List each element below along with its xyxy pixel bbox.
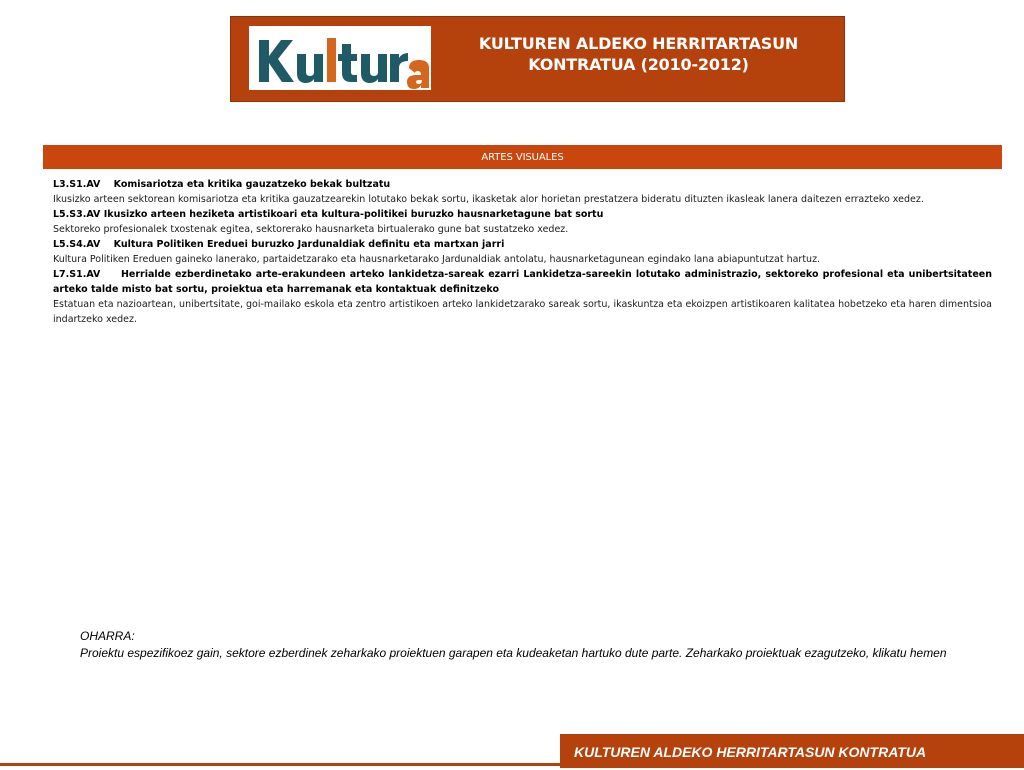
note-block: [80, 628, 960, 662]
list-item: [53, 207, 992, 237]
item-title-text: Herrialde ezberdinetako arte-erakundeen arteko lankidetza-sareak ezarri Lankidetza-sareekin lotutako administrazio, sektoreko profesional eta unibertsitateen arteko talde misto bat sortu, proiektua eta harremanak eta kontaktuak definitzeko: [53, 269, 992, 295]
item-description: Sektoreko profesionalek txostenak egitea, sektorerako hausnarketa birtualerako gune bat sustatzeko xedez.: [53, 224, 569, 235]
list-item: [53, 237, 992, 267]
item-title: [53, 207, 992, 222]
item-description: Kultura Politiken Ereduen gaineko lanerako, partaidetzarako eta hausnarketarako Jardunaldiak antolatu, hausnarketagunean egindako lana abiapuntutzat hartuz.: [53, 254, 821, 265]
item-code: L3.S1.AV: [53, 179, 101, 190]
footer-text: KULTUREN ALDEKO HERRITARTASUN KONTRATUA: [574, 744, 927, 760]
header-title-line-2: KONTRATUA (2010-2012): [528, 55, 749, 74]
item-title-text: Komisariotza eta kritika gauzatzeko bekak bultzatu: [113, 179, 391, 190]
list-item: [53, 177, 992, 207]
note-link[interactable]: Proiektu espezifikoez gain, sektore ezberdinek zeharkako proiektuen garapen eta kudeaketan hartuko dute parte. Zeharkako proiektuak ezagutzeko, klikatu hemen: [80, 646, 947, 660]
item-code: L5.S3.AV: [53, 209, 101, 220]
header-banner: [230, 16, 845, 102]
list-item: [53, 267, 992, 327]
item-description: Ikusizko arteen sektorean komisariotza eta kritika gauzatzearekin lotutako bekak sortu, ikasketak alor horietan prestatzera bideratu dituzten ikasleak lanera daitezen errazteko xedez.: [53, 194, 924, 205]
item-title-text: Ikusizko arteen heziketa artistikoari eta kultura-politikei buruzko hausnarketagune bat sortu: [103, 209, 604, 220]
kultura-logo-graphic: [249, 26, 431, 90]
item-description: Estatuan eta nazioartean, unibertsitate, goi-mailako eskola eta zentro artistikoen arteko lankidetzarako sareak sortu, ikaskuntza eta ekoizpen artistikoaren kalitatea hobetzeko eta haren dimentsioa indartzeko xedez.: [53, 299, 992, 325]
item-title-text: Kultura Politiken Ereduei buruzko Jardunaldiak definitu eta martxan jarri: [113, 239, 505, 250]
item-title: [53, 237, 992, 252]
footer-banner: [560, 734, 1024, 768]
section-title: ARTES VISUALES: [481, 152, 564, 163]
item-title: [53, 267, 992, 297]
kultura-logo: [249, 26, 431, 90]
items-list: [53, 177, 992, 327]
header-title: [441, 33, 836, 75]
item-title: [53, 177, 992, 192]
note-label: OHARRA:: [80, 629, 135, 643]
item-code: L5.S4.AV: [53, 239, 101, 250]
header-title-line-1: KULTUREN ALDEKO HERRITARTASUN: [478, 34, 799, 53]
item-code: L7.S1.AV: [53, 269, 101, 280]
section-title-bar: [43, 145, 1002, 169]
